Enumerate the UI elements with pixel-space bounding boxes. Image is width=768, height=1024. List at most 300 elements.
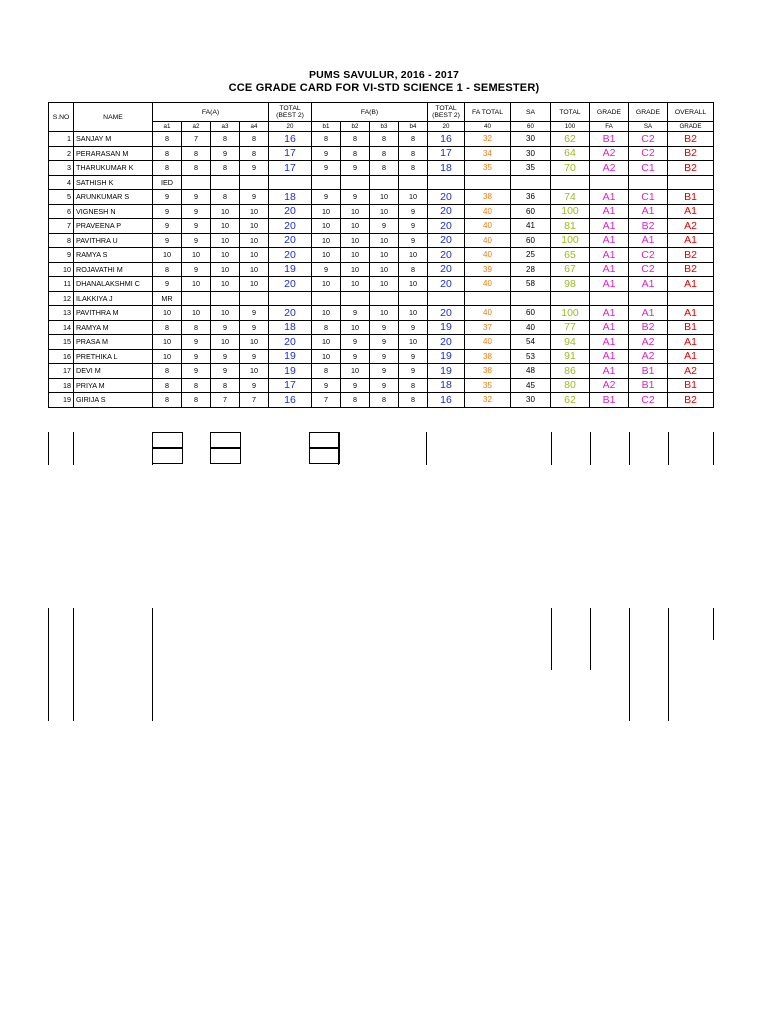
overall-grade-cell: A1 (668, 335, 714, 350)
fa-a-score-cell: 8 (153, 364, 182, 379)
sno-cell: 6 (49, 204, 74, 219)
table-row (49, 161, 714, 176)
total-best-b-cell (428, 291, 465, 306)
sa-cell: 53 (511, 349, 551, 364)
sno-cell: 3 (49, 161, 74, 176)
total-cell: 62 (551, 132, 590, 147)
total-best-a-cell: 20 (269, 219, 312, 234)
grade-sa-cell: C2 (629, 393, 668, 408)
col-total-best-b: TOTAL (BEST 2) (428, 103, 465, 122)
fa-a-score-cell: 8 (182, 161, 211, 176)
fa-b-score-cell (341, 291, 370, 306)
fa-b-score-cell: 8 (341, 393, 370, 408)
grade-table (48, 102, 714, 408)
total-best-b-cell: 18 (428, 161, 465, 176)
fa-b-score-cell: 10 (341, 277, 370, 292)
subheader-cell: b3 (370, 122, 399, 132)
grade-sa-cell: B1 (629, 364, 668, 379)
fa-a-score-cell: 9 (211, 364, 240, 379)
overall-grade-cell: B1 (668, 190, 714, 205)
fa-b-score-cell: 10 (312, 349, 341, 364)
fa-b-score-cell: 8 (312, 364, 341, 379)
fa-a-score-cell: 9 (153, 233, 182, 248)
total-cell: 65 (551, 248, 590, 263)
total-best-a-cell: 20 (269, 248, 312, 263)
overall-grade-cell (668, 291, 714, 306)
overall-grade-cell: B1 (668, 320, 714, 335)
grade-card-title: CCE GRADE CARD FOR VI-STD SCIENCE 1 - SEMESTER) (228, 82, 540, 94)
total-best-a-cell: 19 (269, 349, 312, 364)
fa-b-score-cell (312, 291, 341, 306)
fa-a-score-cell: 9 (153, 190, 182, 205)
sa-cell: 40 (511, 320, 551, 335)
fa-total-cell: 35 (465, 161, 511, 176)
grid-line (426, 432, 427, 465)
student-name-cell: ILAKKIYA J (74, 291, 153, 306)
fa-b-score-cell: 9 (370, 219, 399, 234)
sno-cell: 15 (49, 335, 74, 350)
fa-a-score-cell: 10 (240, 219, 269, 234)
total-best-b-cell: 20 (428, 248, 465, 263)
grade-sa-cell: A1 (629, 306, 668, 321)
fa-b-score-cell: 10 (370, 248, 399, 263)
fa-total-cell: 35 (465, 378, 511, 393)
fa-a-score-cell: 9 (240, 306, 269, 321)
fa-a-score-cell: 10 (182, 248, 211, 263)
fa-total-cell: 40 (465, 219, 511, 234)
header-row (49, 103, 714, 122)
student-name-cell: ROJAVATHI M (74, 262, 153, 277)
table-row (49, 190, 714, 205)
sno-cell: 14 (49, 320, 74, 335)
total-cell (551, 175, 590, 190)
sa-cell: 25 (511, 248, 551, 263)
fa-a-score-cell (240, 175, 269, 190)
fa-b-score-cell: 10 (312, 248, 341, 263)
grid-line (713, 432, 714, 465)
fa-b-score-cell: 8 (312, 132, 341, 147)
fa-b-score-cell: 9 (341, 306, 370, 321)
fa-a-score-cell: 8 (182, 393, 211, 408)
table-row (49, 306, 714, 321)
subheader-cell: a4 (240, 122, 269, 132)
fa-b-score-cell: 9 (399, 204, 428, 219)
fa-a-score-cell: 8 (182, 146, 211, 161)
fa-a-score-cell: 8 (211, 161, 240, 176)
fa-a-score-cell: 9 (153, 277, 182, 292)
overall-grade-cell: B2 (668, 262, 714, 277)
fa-a-score-cell: 9 (153, 219, 182, 234)
col-fa-a: FA(A) (153, 103, 269, 122)
total-best-b-cell: 19 (428, 364, 465, 379)
fa-total-cell: 38 (465, 190, 511, 205)
student-name-cell: THARUKUMAR K (74, 161, 153, 176)
sno-cell: 9 (49, 248, 74, 263)
overall-grade-cell: A2 (668, 364, 714, 379)
overall-grade-cell: B2 (668, 161, 714, 176)
empty-cell (309, 448, 340, 464)
fa-b-score-cell: 10 (312, 277, 341, 292)
fa-b-score-cell: 10 (341, 320, 370, 335)
grade-fa-cell: A1 (590, 349, 629, 364)
overall-grade-cell: A1 (668, 349, 714, 364)
total-cell: 86 (551, 364, 590, 379)
grid-line (668, 432, 669, 465)
fa-b-score-cell: 8 (399, 393, 428, 408)
fa-a-score-cell: 10 (240, 277, 269, 292)
total-cell: 100 (551, 233, 590, 248)
fa-total-cell: 32 (465, 393, 511, 408)
fa-a-score-cell: 9 (182, 219, 211, 234)
total-best-b-cell: 20 (428, 190, 465, 205)
fa-a-score-cell: 10 (182, 306, 211, 321)
sno-cell: 17 (49, 364, 74, 379)
fa-a-score-cell (211, 291, 240, 306)
fa-b-score-cell: 9 (399, 233, 428, 248)
total-best-b-cell (428, 175, 465, 190)
fa-b-score-cell: 8 (370, 146, 399, 161)
student-name-cell: SATHISH K (74, 175, 153, 190)
grade-sa-cell: C2 (629, 248, 668, 263)
overall-grade-cell: B1 (668, 378, 714, 393)
fa-a-score-cell: 9 (240, 349, 269, 364)
total-cell: 91 (551, 349, 590, 364)
fa-total-cell: 40 (465, 277, 511, 292)
empty-cell (152, 432, 183, 448)
grid-line (73, 432, 74, 465)
fa-total-cell: 38 (465, 349, 511, 364)
total-best-b-cell: 20 (428, 306, 465, 321)
grade-fa-cell: B1 (590, 393, 629, 408)
table-row (49, 364, 714, 379)
fa-a-score-cell: 10 (211, 248, 240, 263)
grid-line (713, 608, 714, 640)
fa-b-score-cell: 9 (399, 219, 428, 234)
fa-b-score-cell: 7 (312, 393, 341, 408)
fa-b-score-cell: 10 (399, 335, 428, 350)
empty-cell (152, 448, 183, 464)
subheader-cell: 100 (551, 122, 590, 132)
student-name-cell: VIGNESH N (74, 204, 153, 219)
total-best-b-cell: 19 (428, 349, 465, 364)
overall-grade-cell: A2 (668, 219, 714, 234)
sno-cell: 7 (49, 219, 74, 234)
fa-a-score-cell: 8 (211, 378, 240, 393)
fa-b-score-cell: 10 (399, 190, 428, 205)
total-best-b-cell: 17 (428, 146, 465, 161)
total-cell: 94 (551, 335, 590, 350)
col-fa-total: FA TOTAL (465, 103, 511, 122)
fa-total-cell: 40 (465, 248, 511, 263)
total-best-a-cell: 16 (269, 393, 312, 408)
fa-b-score-cell: 10 (312, 233, 341, 248)
fa-a-score-cell: 10 (211, 233, 240, 248)
total-cell: 80 (551, 378, 590, 393)
table-row (49, 233, 714, 248)
fa-b-score-cell: 9 (341, 349, 370, 364)
grade-sa-cell: B2 (629, 219, 668, 234)
table-row (49, 277, 714, 292)
fa-b-score-cell: 10 (399, 306, 428, 321)
grid-line (48, 608, 49, 721)
total-best-b-cell: 20 (428, 204, 465, 219)
grid-line (590, 608, 591, 670)
student-name-cell: DHANALAKSHMI C (74, 277, 153, 292)
grid-line (629, 608, 630, 721)
grid-line (48, 432, 49, 465)
fa-a-score-cell: 9 (240, 320, 269, 335)
fa-a-score-cell: 9 (182, 335, 211, 350)
grid-line (152, 608, 153, 721)
table-row (49, 146, 714, 161)
sa-cell: 45 (511, 378, 551, 393)
total-cell: 77 (551, 320, 590, 335)
fa-a-score-cell: 8 (211, 190, 240, 205)
fa-a-score-cell: MR (153, 291, 182, 306)
grid-line (73, 608, 74, 721)
total-best-b-cell: 20 (428, 233, 465, 248)
sa-cell: 60 (511, 233, 551, 248)
fa-a-score-cell: 10 (240, 233, 269, 248)
col-fa-b: FA(B) (312, 103, 428, 122)
sa-cell: 35 (511, 161, 551, 176)
total-cell: 70 (551, 161, 590, 176)
fa-b-score-cell: 10 (341, 219, 370, 234)
total-best-b-cell: 20 (428, 262, 465, 277)
table-row (49, 175, 714, 190)
student-name-cell: PAVITHRA U (74, 233, 153, 248)
subheader-cell: FA (590, 122, 629, 132)
col-sno: S.NO (49, 103, 74, 132)
fa-a-score-cell: 10 (240, 248, 269, 263)
fa-a-score-cell: 8 (182, 320, 211, 335)
fa-a-score-cell: 10 (182, 277, 211, 292)
fa-b-score-cell: 10 (341, 248, 370, 263)
fa-b-score-cell: 9 (341, 161, 370, 176)
total-best-a-cell: 20 (269, 204, 312, 219)
fa-b-score-cell: 10 (312, 335, 341, 350)
fa-a-score-cell: 9 (182, 233, 211, 248)
grade-fa-cell: A2 (590, 161, 629, 176)
fa-b-score-cell: 9 (312, 190, 341, 205)
fa-a-score-cell: 9 (211, 146, 240, 161)
fa-b-score-cell: 10 (341, 204, 370, 219)
fa-b-score-cell: 9 (312, 378, 341, 393)
subheader-cell: 60 (511, 122, 551, 132)
col-total: TOTAL (551, 103, 590, 122)
grade-sa-cell: B1 (629, 378, 668, 393)
total-best-b-cell: 20 (428, 277, 465, 292)
fa-a-score-cell: 8 (240, 146, 269, 161)
overall-grade-cell: B2 (668, 248, 714, 263)
sa-cell (511, 175, 551, 190)
fa-a-score-cell: 10 (240, 364, 269, 379)
sno-cell: 12 (49, 291, 74, 306)
fa-b-score-cell: 10 (370, 190, 399, 205)
subheader-cell: a3 (211, 122, 240, 132)
total-best-b-cell: 16 (428, 132, 465, 147)
grade-fa-cell: A1 (590, 277, 629, 292)
fa-b-score-cell: 10 (370, 204, 399, 219)
total-best-a-cell: 18 (269, 320, 312, 335)
total-best-b-cell: 18 (428, 378, 465, 393)
fa-b-score-cell: 9 (370, 320, 399, 335)
fa-b-score-cell (370, 175, 399, 190)
total-best-a-cell: 17 (269, 161, 312, 176)
col-grade-sa: GRADE (629, 103, 668, 122)
total-cell (551, 291, 590, 306)
col-name: NAME (74, 103, 153, 132)
grid-line (629, 432, 630, 465)
sno-cell: 11 (49, 277, 74, 292)
grade-fa-cell (590, 175, 629, 190)
sa-cell: 36 (511, 190, 551, 205)
sa-cell: 48 (511, 364, 551, 379)
fa-a-score-cell (182, 175, 211, 190)
grade-fa-cell: A1 (590, 233, 629, 248)
fa-b-score-cell: 10 (312, 219, 341, 234)
fa-a-score-cell: 8 (153, 132, 182, 147)
fa-a-score-cell: IED (153, 175, 182, 190)
fa-b-score-cell: 10 (370, 306, 399, 321)
fa-b-score-cell: 9 (399, 349, 428, 364)
fa-a-score-cell: 8 (153, 146, 182, 161)
fa-a-score-cell: 10 (211, 262, 240, 277)
student-name-cell: RAMYA S (74, 248, 153, 263)
sa-cell: 30 (511, 146, 551, 161)
fa-b-score-cell: 8 (370, 132, 399, 147)
sno-cell: 2 (49, 146, 74, 161)
fa-total-cell: 38 (465, 364, 511, 379)
sno-cell: 5 (49, 190, 74, 205)
fa-a-score-cell: 9 (153, 204, 182, 219)
subheader-cell: b4 (399, 122, 428, 132)
fa-b-score-cell: 9 (370, 335, 399, 350)
student-name-cell: PRASA M (74, 335, 153, 350)
fa-a-score-cell: 10 (240, 335, 269, 350)
grid-line (590, 432, 591, 465)
student-name-cell: PAVITHRA M (74, 306, 153, 321)
subheader-cell: a2 (182, 122, 211, 132)
fa-b-score-cell: 9 (341, 190, 370, 205)
fa-a-score-cell: 7 (211, 393, 240, 408)
fa-b-score-cell: 10 (370, 262, 399, 277)
fa-total-cell: 34 (465, 146, 511, 161)
subheader-cell: 40 (465, 122, 511, 132)
col-overall: OVERALL (668, 103, 714, 122)
total-cell: 100 (551, 306, 590, 321)
grade-sa-cell: C2 (629, 146, 668, 161)
fa-total-cell: 40 (465, 306, 511, 321)
fa-b-score-cell: 10 (399, 248, 428, 263)
subheader-cell: SA (629, 122, 668, 132)
fa-a-score-cell: 10 (211, 277, 240, 292)
subheader-cell: GRADE (668, 122, 714, 132)
table-row (49, 248, 714, 263)
fa-b-score-cell: 9 (370, 378, 399, 393)
sa-cell: 30 (511, 393, 551, 408)
fa-b-score-cell: 9 (341, 335, 370, 350)
table-row (49, 393, 714, 408)
sno-cell: 16 (49, 349, 74, 364)
total-best-a-cell: 19 (269, 364, 312, 379)
table-row (49, 335, 714, 350)
fa-a-score-cell (240, 291, 269, 306)
total-best-b-cell: 20 (428, 335, 465, 350)
fa-b-score-cell: 9 (399, 320, 428, 335)
table-row (49, 204, 714, 219)
overall-grade-cell: A1 (668, 204, 714, 219)
total-cell: 81 (551, 219, 590, 234)
sno-cell: 13 (49, 306, 74, 321)
col-total-best-a: TOTAL (BEST 2) (269, 103, 312, 122)
fa-b-score-cell (399, 291, 428, 306)
fa-a-score-cell: 8 (153, 393, 182, 408)
grade-fa-cell: A1 (590, 306, 629, 321)
student-name-cell: DEVI M (74, 364, 153, 379)
fa-total-cell: 40 (465, 233, 511, 248)
grade-fa-cell: A2 (590, 146, 629, 161)
fa-a-score-cell: 8 (182, 378, 211, 393)
subheader-cell: b1 (312, 122, 341, 132)
student-name-cell: PRAVEENA P (74, 219, 153, 234)
fa-b-score-cell (312, 175, 341, 190)
fa-b-score-cell: 10 (370, 277, 399, 292)
grid-line (668, 608, 669, 721)
sno-cell: 19 (49, 393, 74, 408)
fa-a-score-cell: 9 (182, 190, 211, 205)
overall-grade-cell: B2 (668, 393, 714, 408)
grade-fa-cell: A1 (590, 190, 629, 205)
student-name-cell: RAMYA M (74, 320, 153, 335)
fa-b-score-cell (341, 175, 370, 190)
fa-a-score-cell: 10 (153, 335, 182, 350)
grade-sa-cell: A2 (629, 349, 668, 364)
total-cell: 100 (551, 204, 590, 219)
fa-a-score-cell: 8 (153, 161, 182, 176)
sno-cell: 18 (49, 378, 74, 393)
table-row (49, 378, 714, 393)
grid-line (551, 608, 552, 670)
col-sa: SA (511, 103, 551, 122)
fa-b-score-cell: 8 (399, 132, 428, 147)
empty-cell (309, 432, 340, 448)
fa-a-score-cell: 10 (211, 335, 240, 350)
fa-a-score-cell: 10 (153, 306, 182, 321)
sa-cell: 58 (511, 277, 551, 292)
table-row (49, 349, 714, 364)
sa-cell (511, 291, 551, 306)
grade-sa-cell: A2 (629, 335, 668, 350)
fa-b-score-cell: 10 (341, 233, 370, 248)
total-best-a-cell: 20 (269, 233, 312, 248)
sno-cell: 4 (49, 175, 74, 190)
fa-a-score-cell: 9 (182, 204, 211, 219)
fa-b-score-cell: 9 (312, 146, 341, 161)
grade-sa-cell (629, 291, 668, 306)
total-best-a-cell: 18 (269, 190, 312, 205)
fa-b-score-cell: 8 (399, 146, 428, 161)
fa-a-score-cell: 8 (153, 378, 182, 393)
grade-sa-cell: C2 (629, 262, 668, 277)
table-row (49, 320, 714, 335)
fa-b-score-cell: 10 (312, 204, 341, 219)
fa-a-score-cell: 9 (240, 190, 269, 205)
total-best-a-cell (269, 175, 312, 190)
total-cell: 67 (551, 262, 590, 277)
total-best-b-cell: 20 (428, 219, 465, 234)
total-cell: 98 (551, 277, 590, 292)
